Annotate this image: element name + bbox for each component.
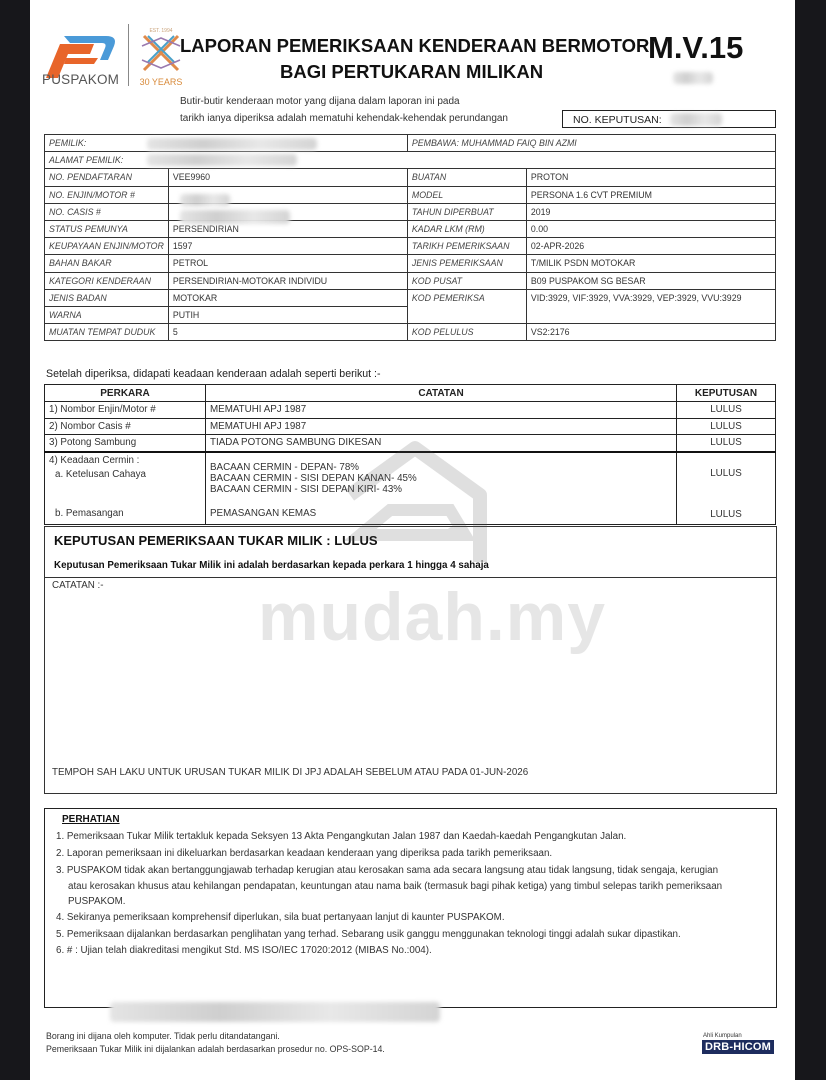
pemilik-cell: PEMILIK: [45,135,408,152]
table-row: 3) Potong Sambung TIADA POTONG SAMBUNG DIKESAN LULUS [45,435,776,452]
status-badge: LULUS [710,508,742,520]
footer-line1: Borang ini dijana oleh komputer. Tidak perlu ditandatangani. [46,1031,280,1041]
redacted-decision-number [670,113,722,126]
brand-name: PUSPAKOM [42,72,120,87]
drb-hicom-logo: DRB-HICOM [702,1040,774,1054]
no-keputusan-label: NO. KEPUTUSAN: [573,114,662,126]
footer-line2: Pemeriksaan Tukar Milik ini dijalankan adalah berdasarkan prosedur no. OPS-SOP-14. [46,1044,385,1054]
alamat-cell: ALAMAT PEMILIK: [45,152,776,169]
note-item: PUSPAKOM. [68,896,126,907]
perhatian-title: PERHATIAN [62,814,120,825]
report-title-line1: LAPORAN PEMERIKSAAN KENDERAAN BERMOTOR [180,35,650,56]
svg-text:30 YEARS: 30 YEARS [139,77,183,87]
inspection-intro: Setelah diperiksa, didapati keadaan kenderaan adalah seperti berikut :- [46,368,381,380]
form-code: M.V.15 [648,30,744,65]
table-header-row: PERKARA CATATAN KEPUTUSAN [45,385,776,402]
divider [44,577,777,578]
redacted-serial [673,72,713,84]
30-years-logo-icon [138,26,184,88]
status-badge: LULUS [710,467,742,479]
svg-text:EST. 1994: EST. 1994 [149,28,173,34]
table-row: NO. PENDAFTARAN VEE9960 BUATAN PROTON [45,169,776,186]
validity-statement: TEMPOH SAH LAKU UNTUK URUSAN TUKAR MILIK DI JPJ ADALAH SEBELUM ATAU PADA 01-JUN-2026 [52,767,529,778]
table-row: WARNA PUTIH [45,306,776,323]
redacted-chassis-number [180,210,290,224]
note-item: 5. Pemeriksaan dijalankan berdasarkan penglihatan yang terhad. Sebarang usik ganggu menggunakan teknologi tinggi adalah sukar dipastikan. [56,929,681,940]
redacted-owner-name [147,138,317,150]
table-row: MUATAN TEMPAT DUDUK 5 KOD PELULUS VS2:2176 [45,324,776,341]
inspection-table [44,384,776,525]
redacted-engine-number [180,194,230,206]
note-item: atau kerosakan khusus atau kehilangan pendapatan, keuntungan atau nama baik (termasuk bagi pihak ketiga) yang timbul selepas tarikh pemeriksaan [68,881,723,892]
redacted-footer [110,1002,440,1022]
decision-subtitle: Keputusan Pemeriksaan Tukar Milik ini adalah berdasarkan kepada perkara 1 hingga 4 sahaja [54,560,489,571]
catatan-label: CATATAN :- [52,580,104,591]
redacted-owner-address [147,154,297,166]
status-badge: LULUS [677,418,776,435]
note-item: 1. Pemeriksaan Tukar Milik tertakluk kepada Seksyen 13 Akta Pengangkutan Jalan 1987 dan Kaedah-kaedah Pengangkutan Jalan. [56,831,627,842]
table-row: BAHAN BAKAR PETROL JENIS PEMERIKSAAN T/MILIK PSDN MOTOKAR [45,255,776,272]
intro-line1: Butir-butir kenderaan motor yang dijana dalam laporan ini pada [180,96,460,107]
table-row: KATEGORI KENDERAAN PERSENDIRIAN-MOTOKAR INDIVIDU KOD PUSAT B09 PUSPAKOM SG BESAR [45,272,776,289]
table-row: 2) Nombor Casis # MEMATUHI APJ 1987 LULUS [45,418,776,435]
note-item: 3. PUSPAKOM tidak akan bertanggungjawab terhadap kerugian atau kerosakan sama ada secara langsung atau tidak langsung, tidak sengaja, kerugian [56,865,719,876]
note-item: 2. Laporan pemeriksaan ini dikeluarkan berdasarkan keadaan kenderaan yang diperiksa pada tarikh pemeriksaan. [56,848,553,859]
note-item: 6. # : Ujian telah diakreditasi mengikut Std. MS ISO/IEC 17020:2012 (MIBAS No.:004). [56,945,432,956]
table-row: 1) Nombor Enjin/Motor # MEMATUHI APJ 1987 LULUS [45,402,776,419]
pembawa-cell: PEMBAWA: MUHAMMAD FAIQ BIN AZMI [407,135,775,152]
no-keputusan-box [562,110,776,128]
table-row: NO. CASIS # TAHUN DIPERBUAT 2019 [45,203,776,220]
report-page [30,0,795,1080]
intro-line2: tarikh ianya diperiksa adalah mematuhi kehendak-kehendak perundangan [180,113,508,124]
watermark-text: mudah.my [258,579,607,655]
status-badge: LULUS [677,402,776,419]
table-row: KEUPAYAAN ENJIN/MOTOR 1597 TARIKH PEMERIKSAAN 02-APR-2026 [45,238,776,255]
note-item: 4. Sekiranya pemeriksaan komprehensif diperlukan, sila buat pertanyaan lanjut di kaunter PUSPAKOM. [56,912,505,923]
table-row: JENIS BADAN MOTOKAR KOD PEMERIKSA VID:3929, VIF:3929, VVA:3929, VEP:3929, VVU:3929 [45,289,776,306]
decision-title: KEPUTUSAN PEMERIKSAAN TUKAR MILIK : LULUS [54,533,378,548]
status-badge: LULUS [677,435,776,452]
table-row-cermin: 4) Keadaan Cermin : a. Ketelusan Cahaya b. Pemasangan BACAAN CERMIN - DEPAN- 78% BACAAN CERMIN - SISI DEPAN KANAN- 45% BACAAN CERMIN - SISI DEPAN KIRI- 43% PEMASANGAN KEMAS LULUS LULUS [45,452,776,525]
logo-divider [128,24,129,86]
table-row: NO. ENJIN/MOTOR # MODEL PERSONA 1.6 CVT PREMIUM [45,186,776,203]
report-title-line2: BAGI PERTUKARAN MILIKAN [280,61,544,82]
table-row: STATUS PEMUNYA PERSENDIRIAN KADAR LKM (RM) 0.00 [45,220,776,237]
group-label: Ahli Kumpulan [703,1033,742,1039]
